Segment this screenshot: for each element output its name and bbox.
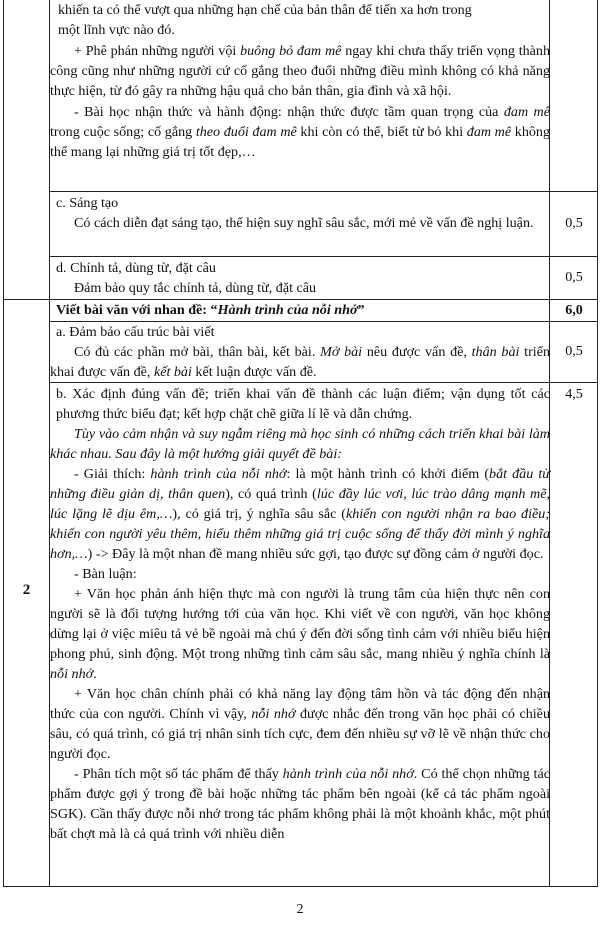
creativity-cell: [50, 193, 550, 233]
table-border-left: [3, 0, 4, 887]
identify-score: 4,5: [565, 386, 583, 402]
row-divider: [49, 191, 598, 192]
analyze-paragraph: - Phân tích một số tác phẩm để thấy hành trình của nỗi nhớ. Có thể chọn những tác phẩm được gợi ý trong đề bài hoặc những tác phẩm bên ngoài (kể cả tác phẩm ngoài SGK). Cần thấy được nỗi nhớ trong tác phẩm không phải là một khoảnh khắc, một phút bất chợt mà là cả quá trình với nhiều diễn: [50, 766, 550, 842]
identify-hint: Tùy vào cảm nhận và suy ngẫm riêng mà học sinh có những cách triển khai bài làm khác nhau. Sau đây là một hướng giải quyết đề bài:: [50, 426, 550, 462]
structure-score: 0,5: [565, 343, 583, 359]
spelling-cell: [50, 258, 550, 298]
structure-cell: [50, 322, 550, 382]
row-divider: [49, 382, 598, 383]
question2-score: 6,0: [565, 302, 583, 318]
discuss-paragraph-2: + Văn học chân chính phải có khả năng lay động tâm hồn và tác động đến nhận thức của con người. Chính vì vậy, nỗi nhớ được nhắc đến trong văn học phải có chiều sâu, có quá trình, có giá trị nhân sinh tích cực, đem đến nhiều sự vỡ lẽ về nhận thức cho người đọc.: [50, 686, 550, 762]
intro-line-2: một lĩnh vực nào đó.: [58, 22, 175, 38]
creativity-heading: c. Sáng tạo: [56, 195, 119, 211]
spelling-heading: d. Chính tả, dùng từ, đặt câu: [56, 260, 216, 276]
identify-cell: [50, 384, 550, 844]
lesson-paragraph: - Bài học nhận thức và hành động: nhận thức được tầm quan trọng của đam mê trong cuộc sống; cố gắng theo đuổi đam mê khi còn có thể, biết từ bỏ khi đam mê không thể mang lại những giá trị tốt đẹp,…: [50, 104, 551, 160]
table-border-right: [597, 0, 598, 887]
question2-title: Viết bài văn với nhan đề: “Hành trình của nỗi nhớ”: [56, 302, 365, 318]
creativity-score: 0,5: [565, 215, 583, 231]
critique-paragraph: + Phê phán những người vội buông bỏ đam mê ngay khi chưa thấy triển vọng thành công cũng như những người cứ cố gắng theo đuổi những điều mình không có khả năng thực hiện, từ đó gây ra những hậu quả cho bản thân, gia đình và xã hội.: [50, 43, 551, 99]
spelling-score: 0,5: [565, 269, 583, 285]
discuss-paragraph-1: + Văn học phản ánh hiện thực mà con người là trung tâm của hiện thực nên con người sẽ là đối tượng hướng tới của văn học. Khi viết về con người, văn học không dừng lại ở việc miêu tả vẻ bề ngoài mà chú ý đến đời sống tình cảm với nhiều biểu hiện phong phú, sinh động. Một trong những tình cảm sâu sắc, mang nhiều ý nghĩa chính là nỗi nhớ.: [50, 586, 550, 682]
creativity-body: Có cách diễn đạt sáng tạo, thể hiện suy nghĩ sâu sắc, mới mẻ về vấn đề nghị luận.: [74, 215, 534, 231]
identify-heading: b. Xác định đúng vấn đề; triển khai vấn đề thành các luận điểm; vận dụng tốt các phương thức biểu đạt; kết hợp chặt chẽ giữa lí lẽ và dẫn chứng.: [56, 386, 550, 422]
table-border-bottom: [3, 886, 598, 887]
discuss-label: - Bàn luận:: [74, 566, 137, 582]
scoring-table: [3, 0, 598, 887]
question-number: 2: [22, 582, 31, 598]
structure-heading: a. Đảm bảo cấu trúc bài viết: [56, 324, 215, 340]
intro-line-1: khiến ta có thể vượt qua những hạn chế của bản thân để tiến xa hơn trong: [58, 2, 472, 18]
page-number: 2: [296, 902, 304, 917]
intro-block: [50, 0, 550, 162]
row-divider: [49, 256, 598, 257]
structure-body: Có đủ các phần mở bài, thân bài, kết bài. Mở bài nêu được vấn đề, thân bài triển khai được vấn đề, kết bài kết luận được vấn đề.: [50, 344, 550, 380]
spelling-body: Đảm bảo quy tắc chính tả, dùng từ, đặt câu: [74, 280, 317, 296]
explain-paragraph: - Giải thích: hành trình của nỗi nhớ: là một hành trình có khởi điểm (bắt đầu từ những điều giản dị, thân quen), có quá trình (lúc đầy lúc vơi, lúc trào dâng mạnh mẽ, lúc lặng lẽ dịu êm,…), có giá trị, ý nghĩa sâu sắc (khiến con người nhận ra bao điều; khiến con người yêu thêm, hiểu thêm những giá trị cuộc sống để thấy đời mình ý nghĩa hơn,…) -> Đây là một nhan đề mang nhiều sức gợi, tạo được sự đồng cảm ở người đọc.: [50, 466, 551, 562]
